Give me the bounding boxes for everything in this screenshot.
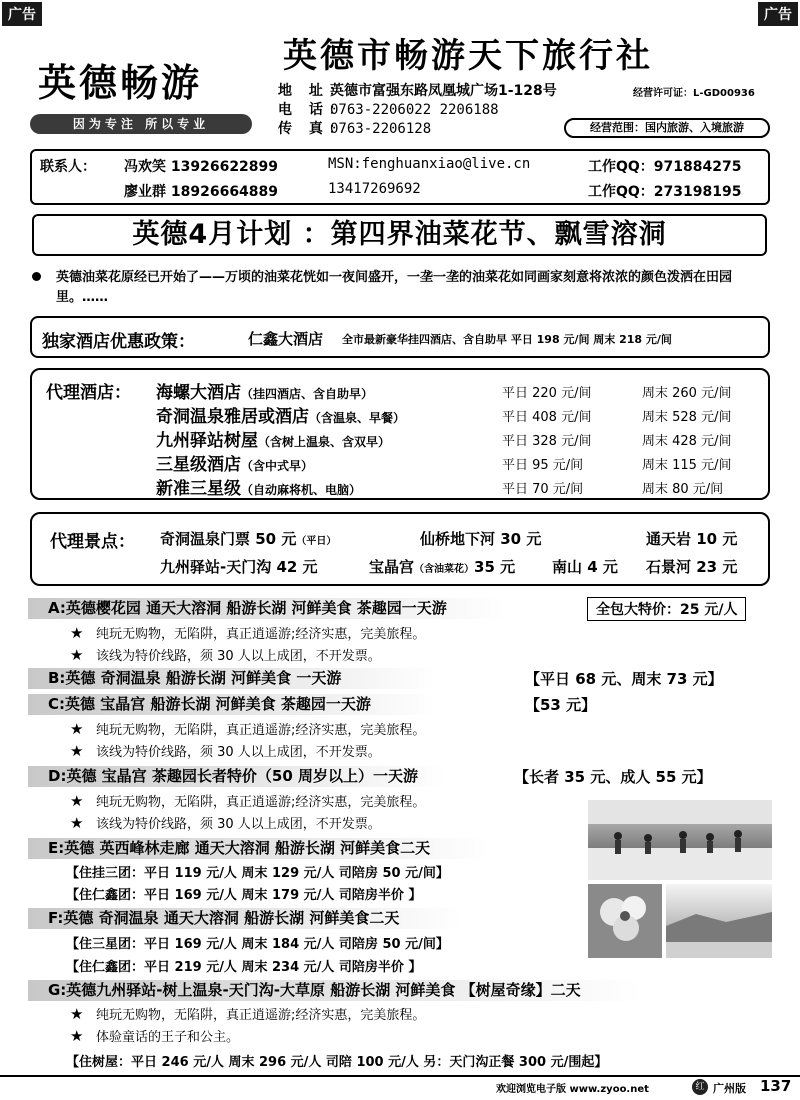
star-icon: ★ [70, 720, 84, 738]
footer-edition: 广州版 [713, 1082, 746, 1095]
agent-hotel-5-weekend: 周末 80 元/间 [642, 482, 724, 497]
scenic-qidong-text: 奇洞温泉门票 50 元 [160, 530, 297, 548]
route-e-sub-2: 【住仁鑫团：平日 169 元/人 周末 179 元/人 司陪房半价 】 [66, 888, 422, 903]
exclusive-hotel-box [30, 316, 770, 358]
footer-browse-text: 欢迎浏览电子版 www.zyoo.net [496, 1084, 649, 1095]
route-d-star-1-text: 纯玩无购物，无陷阱，真正逍遥游;经济实惠，完美旅程。 [96, 795, 426, 810]
exclusive-hotel-detail: 全市最新豪华挂四酒店、含自助早 平日 198 元/间 周末 218 元/间 [342, 333, 672, 346]
route-a-star-1-text: 纯玩无购物，无陷阱，真正逍遥游;经济实惠，完美旅程。 [96, 627, 426, 642]
ad-tag-right: 广告 [758, 2, 798, 26]
route-d-star-1 [70, 792, 425, 812]
star-icon: ★ [70, 742, 84, 760]
route-f-sub-1: 【住三星团：平日 169 元/人 周末 184 元/人 司陪房 50 元/间】 [66, 937, 449, 952]
agent-hotel-2 [156, 402, 405, 427]
fax-line [278, 118, 431, 138]
agent-hotel-1 [156, 378, 373, 403]
route-c-star-2 [70, 742, 381, 762]
intro-text: 英德油菜花原经已开始了——万顷的油菜花恍如一夜间盛开，一垄一垄的油菜花如同画家刻意将浓浓的颜色泼洒在田园里。…… [56, 270, 733, 305]
agent-hotel-1-weekend: 周末 260 元/间 [642, 386, 732, 401]
route-c-star-2-text: 该线为特价线路，须 30 人以上成团，不开发票。 [96, 745, 381, 760]
scenic-baojinggong-price: 35 元 [474, 558, 516, 576]
agent-hotels-label: 代理酒店： [46, 383, 131, 403]
agent-hotel-5 [156, 474, 361, 499]
scenic-baojinggong-name: 宝晶宫 [369, 558, 415, 576]
contact-2-qq: 工作QQ：273198195 [588, 184, 742, 200]
route-g-star-2-text: 体验童话的王子和公主。 [96, 1030, 240, 1045]
route-g-star-2 [70, 1027, 239, 1047]
agent-hotel-1-name: 海螺大酒店 [156, 383, 241, 403]
route-a-star-1 [70, 624, 425, 644]
scenic-qidong-note: （平日） [296, 536, 337, 547]
agent-hotel-3 [156, 426, 390, 451]
route-b-price: 【平日 68 元、周末 73 元】 [525, 670, 723, 688]
photo-rapeseed-flower [588, 884, 662, 958]
fax-label: 传 真： [278, 121, 349, 137]
business-scope: 经营范围：国内旅游、入境旅游 [564, 118, 770, 138]
contact-2-name-phone: 廖业群 18926664889 [124, 184, 279, 200]
agent-hotel-2-weekday: 平日 408 元/间 [502, 410, 592, 425]
agent-hotel-3-name: 九州驿站树屋 [156, 431, 258, 451]
route-a-star-2-text: 该线为特价线路，须 30 人以上成团，不开发票。 [96, 649, 381, 664]
route-f-title: F:英德 奇洞温泉 通天大溶洞 船游长湖 河鲜美食二天 [28, 908, 538, 929]
agent-hotel-4-weekend: 周末 115 元/间 [642, 458, 732, 473]
scenic-jiuzhou: 九州驿站-天门沟 42 元 [160, 558, 318, 576]
address-value: 英德市富强东路凤凰城广场1-128号 [330, 83, 557, 99]
scenic-xianqiao: 仙桥地下河 30 元 [420, 530, 542, 548]
phone-value: 0763-2206022 2206188 [330, 102, 499, 118]
scenic-nanshan: 南山 4 元 [552, 558, 618, 576]
agent-hotel-1-note: （挂四酒店、含自助早） [241, 387, 374, 401]
photo-rapeseed-flower-art [588, 884, 662, 958]
page-number: 137 [760, 1077, 792, 1095]
agent-hotel-3-weekday: 平日 328 元/间 [502, 434, 592, 449]
route-a-price: 全包大特价：25 元/人 [587, 597, 746, 621]
company-name: 英德市畅游天下旅行社 [283, 36, 653, 76]
contact-box [30, 149, 770, 205]
april-plan-banner: 英德4月计划 ：第四界油菜花节、飘雪溶洞 [32, 214, 767, 256]
agent-hotel-3-weekend: 周末 428 元/间 [642, 434, 732, 449]
scenic-qidong [160, 528, 336, 549]
route-d-price: 【长者 35 元、成人 55 元】 [514, 768, 712, 786]
photo-flower-field [588, 800, 772, 880]
route-c-star-1 [70, 720, 425, 740]
scenic-shijinghe: 石景河 23 元 [646, 558, 738, 576]
route-c-star-1-text: 纯玩无购物，无陷阱，真正逍遥游;经济实惠，完美旅程。 [96, 723, 426, 738]
photo-flower-field-art [588, 800, 772, 880]
exclusive-hotel-name: 仁鑫大酒店 [248, 330, 324, 348]
ad-tag-left: 广告 [2, 2, 42, 26]
star-icon: ★ [70, 814, 84, 832]
contact-1-qq: 工作QQ：971884275 [588, 159, 742, 175]
agent-hotel-2-weekend: 周末 528 元/间 [642, 410, 732, 425]
agent-hotel-1-weekday: 平日 220 元/间 [502, 386, 592, 401]
agent-hotel-5-note: （自动麻将机、电脑） [241, 483, 362, 497]
phone-label: 电 话： [278, 102, 349, 118]
license-number: 经营许可证：L-GD00936 [633, 88, 755, 99]
route-g-star-1-text: 纯玩无购物，无陷阱，真正逍遥游;经济实惠，完美旅程。 [96, 1008, 426, 1023]
route-g-title: G:英德九州驿站-树上温泉-天门沟-大草原 船游长湖 河鲜美食 【树屋奇缘】二天 [28, 980, 748, 1001]
agent-hotel-5-name: 新准三星级 [156, 479, 241, 499]
route-e-sub-1: 【住挂三团：平日 119 元/人 周末 129 元/人 司陪房 50 元/间】 [66, 866, 449, 881]
route-a-star-2 [70, 646, 381, 666]
contact-1-name-phone: 冯欢笑 13926622899 [124, 159, 279, 175]
route-d-star-2-text: 该线为特价线路，须 30 人以上成团，不开发票。 [96, 817, 381, 832]
brand-slogan: 因为专注 所以专业 [30, 114, 252, 134]
exclusive-label: 独家酒店优惠政策： [42, 332, 195, 352]
route-g-star-1 [70, 1005, 425, 1025]
footer-badge: 红 [692, 1079, 708, 1095]
agent-hotel-4-name: 三星级酒店 [156, 455, 241, 475]
phone-line [278, 99, 499, 119]
route-c-title: C:英德 宝晶宫 船游长湖 河鲜美食 茶趣园一天游 [28, 694, 508, 715]
route-g-sub: 【住树屋：平日 246 元/人 周末 296 元/人 司陪 100 元/人 另：天门沟正餐 300 元/围起】 [66, 1055, 608, 1070]
route-d-star-2 [70, 814, 381, 834]
route-d-title: D:英德 宝晶宫 茶趣园长者特价（50 周岁以上）一天游 [28, 766, 518, 787]
scenic-baojinggong-note: （含油菜花） [414, 564, 475, 575]
scenic-tongtianyan: 通天岩 10 元 [646, 530, 738, 548]
route-b-title: B:英德 奇洞温泉 船游长湖 河鲜美食 一天游 [28, 668, 508, 689]
scenic-box [30, 512, 770, 586]
star-icon: ★ [70, 1005, 84, 1023]
fax-value: 0763-2206128 [330, 121, 432, 137]
brand-logo: 英德畅游 [38, 61, 203, 105]
contact-1-msn: MSN:fenghuanxiao@live.cn [328, 156, 531, 172]
star-icon: ★ [70, 1027, 84, 1045]
agent-hotels-box [30, 368, 770, 500]
scenic-label: 代理景点： [50, 532, 135, 552]
agent-hotel-2-name: 奇洞温泉雅居或酒店 [156, 407, 309, 427]
contact-label: 联系人： [40, 159, 96, 175]
agent-hotel-5-weekday: 平日 70 元/间 [502, 482, 584, 497]
agent-hotel-4 [156, 450, 313, 475]
photo-landscape [666, 884, 772, 958]
star-icon: ★ [70, 646, 84, 664]
route-f-sub-2: 【住仁鑫团：平日 219 元/人 周末 234 元/人 司陪房半价 】 [66, 960, 422, 975]
scenic-baojinggong [369, 556, 515, 577]
photo-landscape-art [666, 884, 772, 958]
address-line [278, 80, 557, 100]
contact-2-phone: 13417269692 [328, 181, 421, 197]
star-icon: ★ [70, 792, 84, 810]
agent-hotel-3-note: （含树上温泉、含双早） [258, 435, 391, 449]
route-a-title: A:英德樱花园 通天大溶洞 船游长湖 河鲜美食 茶趣园一天游 [28, 598, 588, 619]
route-e-title: E:英德 英西峰林走廊 通天大溶洞 船游长湖 河鲜美食二天 [28, 838, 568, 859]
route-c-price: 【53 元】 [525, 696, 597, 714]
agent-hotel-4-note: （含中式早） [241, 459, 314, 473]
agent-hotel-2-note: （含温泉、早餐） [309, 411, 406, 425]
bullet-dot-icon [32, 272, 41, 281]
address-label: 地 址： [278, 83, 349, 99]
agent-hotel-4-weekday: 平日 95 元/间 [502, 458, 584, 473]
star-icon: ★ [70, 624, 84, 642]
footer-rule [0, 1075, 800, 1077]
